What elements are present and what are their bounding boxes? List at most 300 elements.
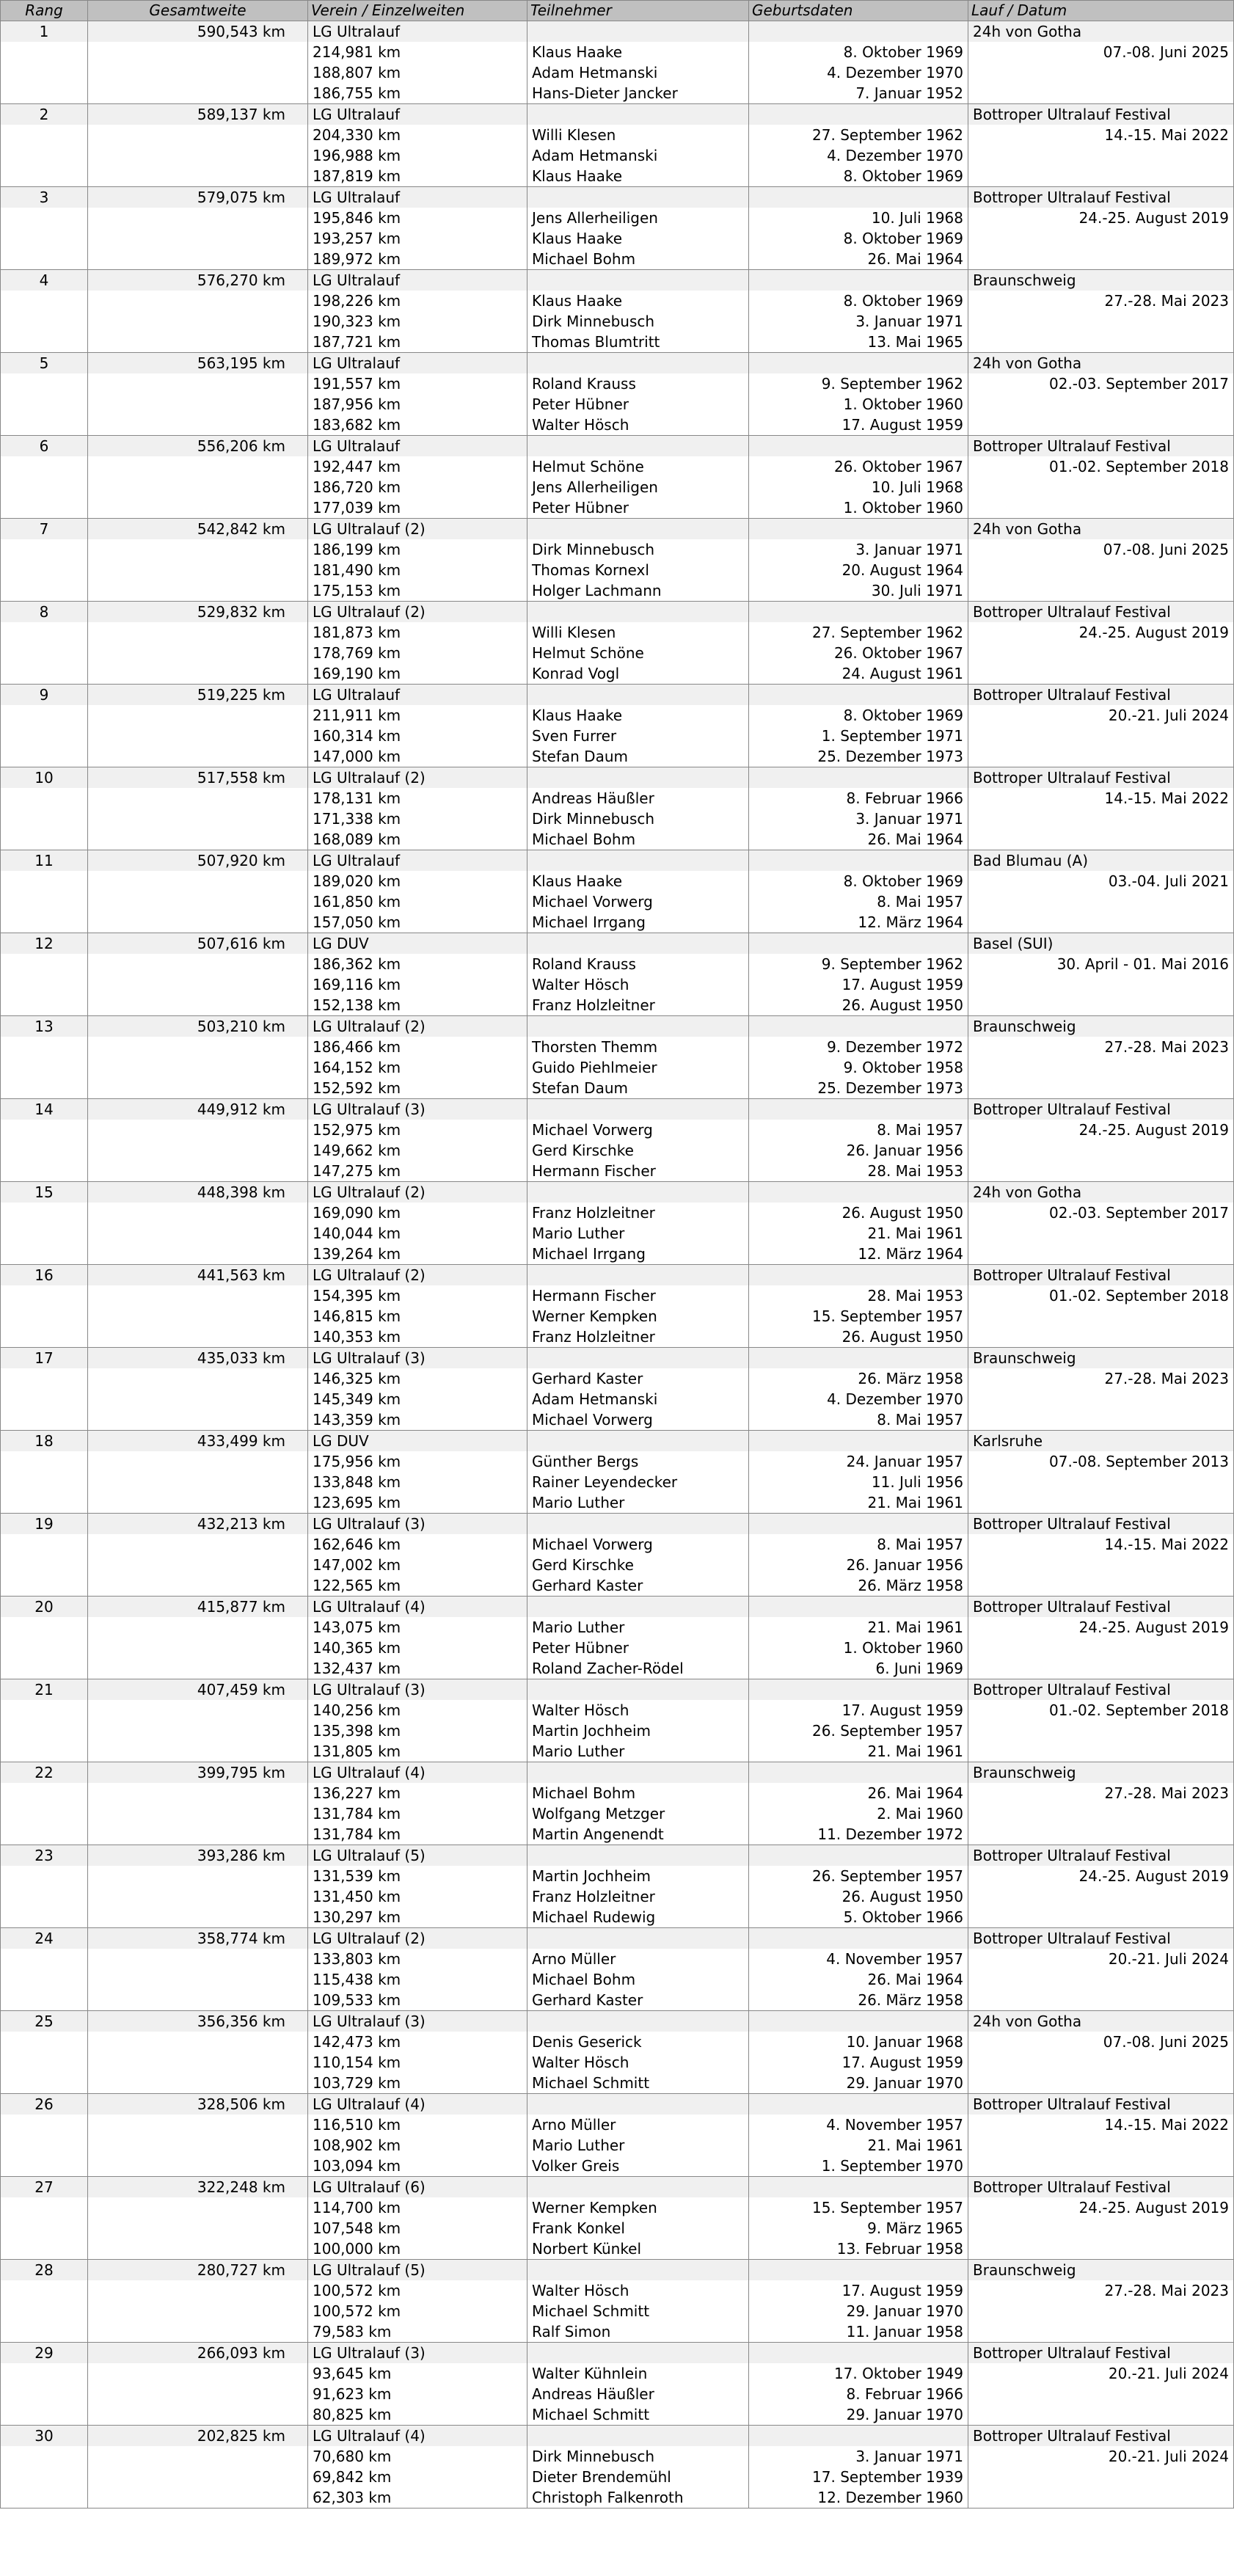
- member-name-cell: Holger Lachmann: [527, 580, 749, 602]
- team-row: [1, 933, 1234, 955]
- member-birthdate-cell: 13. Februar 1958: [749, 2239, 968, 2260]
- total-distance-cell: 503,210 km: [88, 1016, 308, 1037]
- event-name-cell: 24h von Gotha: [968, 21, 1234, 43]
- rank-cell: 11: [1, 850, 88, 872]
- member-row: [1, 1658, 1234, 1679]
- empty-cell: [88, 2280, 308, 2301]
- team-row: [1, 2177, 1234, 2198]
- member-birthdate-cell: 1. Oktober 1960: [749, 497, 968, 519]
- member-birthdate-cell: 21. Mai 1961: [749, 1492, 968, 1514]
- member-row: [1, 995, 1234, 1016]
- member-distance-cell: 109,533 km: [308, 1990, 527, 2011]
- team-row: [1, 767, 1234, 789]
- empty-cell: [88, 477, 308, 497]
- empty-cell: [1, 83, 88, 104]
- member-name-cell: Jens Allerheiligen: [527, 477, 749, 497]
- member-birthdate-cell: 17. Oktober 1949: [749, 2363, 968, 2384]
- empty-cell: [968, 1409, 1234, 1431]
- empty-cell: [88, 829, 308, 850]
- empty-cell: [1, 1285, 88, 1306]
- member-name-cell: Klaus Haake: [527, 228, 749, 249]
- event-name-cell: Bottroper Ultralauf Festival: [968, 436, 1234, 457]
- team-name-cell: LG Ultralauf (2): [308, 602, 527, 623]
- empty-cell: [968, 891, 1234, 912]
- member-distance-cell: 62,303 km: [308, 2487, 527, 2509]
- empty-cell: [1, 1409, 88, 1431]
- empty-cell: [1, 1223, 88, 1244]
- empty-cell: [1, 622, 88, 643]
- empty-cell: [1, 1638, 88, 1658]
- event-date-cell: 20.-21. Juli 2024: [968, 705, 1234, 726]
- member-name-cell: Mario Luther: [527, 2135, 749, 2156]
- member-birthdate-cell: 8. Mai 1957: [749, 891, 968, 912]
- empty-cell: [527, 2011, 749, 2032]
- member-distance-cell: 187,956 km: [308, 394, 527, 415]
- empty-cell: [88, 1700, 308, 1721]
- member-row: [1, 1555, 1234, 1575]
- empty-cell: [749, 1182, 968, 1203]
- member-name-cell: Arno Müller: [527, 2115, 749, 2135]
- empty-cell: [1, 1575, 88, 1597]
- member-name-cell: Michael Bohm: [527, 249, 749, 270]
- member-row: [1, 1741, 1234, 1762]
- member-distance-cell: 175,956 km: [308, 1451, 527, 1472]
- member-name-cell: Gerhard Kaster: [527, 1368, 749, 1389]
- member-name-cell: Klaus Haake: [527, 291, 749, 311]
- event-name-cell: Bottroper Ultralauf Festival: [968, 1928, 1234, 1949]
- member-birthdate-cell: 26. August 1950: [749, 1886, 968, 1907]
- member-row: [1, 1244, 1234, 1265]
- empty-cell: [1, 1057, 88, 1078]
- empty-cell: [968, 809, 1234, 829]
- member-name-cell: Michael Bohm: [527, 1969, 749, 1990]
- member-birthdate-cell: 26. August 1950: [749, 1327, 968, 1348]
- member-birthdate-cell: 26. Oktober 1967: [749, 456, 968, 477]
- empty-cell: [1, 497, 88, 519]
- member-name-cell: Walter Hösch: [527, 2052, 749, 2073]
- empty-cell: [1, 311, 88, 332]
- event-date-cell: 27.-28. Mai 2023: [968, 1037, 1234, 1057]
- member-name-cell: Gerhard Kaster: [527, 1990, 749, 2011]
- empty-cell: [88, 394, 308, 415]
- member-name-cell: Adam Hetmanski: [527, 62, 749, 83]
- member-row: [1, 705, 1234, 726]
- member-birthdate-cell: 9. September 1962: [749, 954, 968, 974]
- member-name-cell: Klaus Haake: [527, 166, 749, 187]
- empty-cell: [968, 1990, 1234, 2011]
- team-row: [1, 685, 1234, 706]
- event-name-cell: Bottroper Ultralauf Festival: [968, 1679, 1234, 1701]
- rank-cell: 4: [1, 270, 88, 291]
- empty-cell: [1, 1907, 88, 1928]
- empty-cell: [88, 1721, 308, 1741]
- empty-cell: [1, 1783, 88, 1803]
- empty-cell: [749, 104, 968, 125]
- empty-cell: [527, 1597, 749, 1618]
- empty-cell: [527, 21, 749, 43]
- member-row: [1, 1803, 1234, 1824]
- event-date-cell: 07.-08. September 2013: [968, 1451, 1234, 1472]
- empty-cell: [1, 1037, 88, 1057]
- member-row: [1, 1409, 1234, 1431]
- member-distance-cell: 140,044 km: [308, 1223, 527, 1244]
- total-distance-cell: 358,774 km: [88, 1928, 308, 1949]
- team-row: [1, 187, 1234, 208]
- empty-cell: [1, 995, 88, 1016]
- member-distance-cell: 149,662 km: [308, 1140, 527, 1161]
- event-date-cell: 20.-21. Juli 2024: [968, 1949, 1234, 1969]
- member-birthdate-cell: 26. September 1957: [749, 1721, 968, 1741]
- member-birthdate-cell: 21. Mai 1961: [749, 1223, 968, 1244]
- member-name-cell: Roland Zacher-Rödel: [527, 1658, 749, 1679]
- rank-cell: 15: [1, 1182, 88, 1203]
- empty-cell: [749, 850, 968, 872]
- empty-cell: [88, 871, 308, 891]
- member-distance-cell: 192,447 km: [308, 456, 527, 477]
- empty-cell: [1, 1306, 88, 1327]
- rank-cell: 21: [1, 1679, 88, 1701]
- team-name-cell: LG Ultralauf (2): [308, 1928, 527, 1949]
- empty-cell: [749, 2177, 968, 2198]
- member-distance-cell: 91,623 km: [308, 2384, 527, 2404]
- member-name-cell: Volker Greis: [527, 2156, 749, 2177]
- member-name-cell: Peter Hübner: [527, 394, 749, 415]
- member-distance-cell: 93,645 km: [308, 2363, 527, 2384]
- member-row: [1, 1223, 1234, 1244]
- member-row: [1, 1866, 1234, 1886]
- empty-cell: [1, 456, 88, 477]
- member-distance-cell: 162,646 km: [308, 1534, 527, 1555]
- member-name-cell: Gerd Kirschke: [527, 1555, 749, 1575]
- empty-cell: [88, 2115, 308, 2135]
- member-name-cell: Walter Hösch: [527, 415, 749, 436]
- empty-cell: [88, 912, 308, 933]
- empty-cell: [968, 415, 1234, 436]
- member-birthdate-cell: 1. September 1970: [749, 2156, 968, 2177]
- member-birthdate-cell: 17. August 1959: [749, 415, 968, 436]
- empty-cell: [749, 1845, 968, 1867]
- empty-cell: [1, 228, 88, 249]
- empty-cell: [88, 2363, 308, 2384]
- member-name-cell: Helmut Schöne: [527, 456, 749, 477]
- member-birthdate-cell: 1. September 1971: [749, 726, 968, 746]
- member-row: [1, 332, 1234, 353]
- rank-cell: 28: [1, 2260, 88, 2281]
- empty-cell: [88, 1285, 308, 1306]
- event-date-cell: 01.-02. September 2018: [968, 1700, 1234, 1721]
- member-distance-cell: 131,784 km: [308, 1824, 527, 1845]
- member-birthdate-cell: 26. September 1957: [749, 1866, 968, 1886]
- empty-cell: [1, 1451, 88, 1472]
- team-row: [1, 850, 1234, 872]
- empty-cell: [527, 1762, 749, 1784]
- team-name-cell: LG Ultralauf: [308, 436, 527, 457]
- member-row: [1, 1949, 1234, 1969]
- header-event: Lauf / Datum: [968, 1, 1234, 21]
- member-distance-cell: 183,682 km: [308, 415, 527, 436]
- empty-cell: [527, 270, 749, 291]
- member-row: [1, 249, 1234, 270]
- member-name-cell: Adam Hetmanski: [527, 145, 749, 166]
- member-birthdate-cell: 8. Februar 1966: [749, 788, 968, 809]
- empty-cell: [88, 1161, 308, 1182]
- empty-cell: [1, 125, 88, 145]
- member-row: [1, 2363, 1234, 2384]
- member-birthdate-cell: 17. August 1959: [749, 974, 968, 995]
- team-name-cell: LG Ultralauf (4): [308, 1597, 527, 1618]
- total-distance-cell: 266,093 km: [88, 2343, 308, 2364]
- empty-cell: [88, 1037, 308, 1057]
- member-distance-cell: 143,075 km: [308, 1617, 527, 1638]
- team-name-cell: LG Ultralauf (3): [308, 1348, 527, 1369]
- empty-cell: [1, 2073, 88, 2094]
- rank-cell: 14: [1, 1099, 88, 1120]
- member-row: [1, 2115, 1234, 2135]
- member-name-cell: Stefan Daum: [527, 746, 749, 767]
- member-distance-cell: 131,450 km: [308, 1886, 527, 1907]
- member-birthdate-cell: 4. Dezember 1970: [749, 145, 968, 166]
- member-row: [1, 1492, 1234, 1514]
- empty-cell: [968, 2321, 1234, 2343]
- member-birthdate-cell: 28. Mai 1953: [749, 1161, 968, 1182]
- member-row: [1, 1886, 1234, 1907]
- member-row: [1, 1120, 1234, 1140]
- member-distance-cell: 186,466 km: [308, 1037, 527, 1057]
- member-birthdate-cell: 9. September 1962: [749, 373, 968, 394]
- empty-cell: [88, 1244, 308, 1265]
- empty-cell: [88, 1223, 308, 1244]
- team-name-cell: LG Ultralauf (3): [308, 2343, 527, 2364]
- empty-cell: [527, 1679, 749, 1701]
- event-date-cell: 27.-28. Mai 2023: [968, 1368, 1234, 1389]
- rank-cell: 30: [1, 2426, 88, 2447]
- member-row: [1, 1575, 1234, 1597]
- member-name-cell: Sven Furrer: [527, 726, 749, 746]
- empty-cell: [1, 2487, 88, 2509]
- member-row: [1, 311, 1234, 332]
- empty-cell: [88, 1057, 308, 1078]
- empty-cell: [1, 373, 88, 394]
- empty-cell: [527, 1182, 749, 1203]
- member-row: [1, 1990, 1234, 2011]
- empty-cell: [968, 2052, 1234, 2073]
- total-distance-cell: 542,842 km: [88, 519, 308, 540]
- member-name-cell: Mario Luther: [527, 1223, 749, 1244]
- empty-cell: [88, 2239, 308, 2260]
- member-birthdate-cell: 7. Januar 1952: [749, 83, 968, 104]
- member-row: [1, 560, 1234, 580]
- total-distance-cell: 563,195 km: [88, 353, 308, 374]
- empty-cell: [88, 1078, 308, 1099]
- event-name-cell: Bottroper Ultralauf Festival: [968, 2094, 1234, 2115]
- member-row: [1, 580, 1234, 602]
- member-distance-cell: 195,846 km: [308, 208, 527, 228]
- event-date-cell: 24.-25. August 2019: [968, 1120, 1234, 1140]
- empty-cell: [88, 249, 308, 270]
- rank-cell: 5: [1, 353, 88, 374]
- team-row: [1, 1348, 1234, 1369]
- empty-cell: [88, 1327, 308, 1348]
- member-name-cell: Dirk Minnebusch: [527, 2446, 749, 2467]
- empty-cell: [88, 1824, 308, 1845]
- empty-cell: [749, 1762, 968, 1784]
- empty-cell: [88, 1472, 308, 1492]
- member-distance-cell: 204,330 km: [308, 125, 527, 145]
- empty-cell: [968, 166, 1234, 187]
- empty-cell: [527, 2426, 749, 2447]
- event-name-cell: Bad Blumau (A): [968, 850, 1234, 872]
- empty-cell: [88, 560, 308, 580]
- member-birthdate-cell: 9. Oktober 1958: [749, 1057, 968, 1078]
- member-distance-cell: 146,325 km: [308, 1368, 527, 1389]
- empty-cell: [88, 1866, 308, 1886]
- event-date-cell: 01.-02. September 2018: [968, 456, 1234, 477]
- member-distance-cell: 146,815 km: [308, 1306, 527, 1327]
- member-birthdate-cell: 21. Mai 1961: [749, 2135, 968, 2156]
- event-date-cell: 24.-25. August 2019: [968, 1866, 1234, 1886]
- member-birthdate-cell: 17. September 1939: [749, 2467, 968, 2487]
- team-row: [1, 519, 1234, 540]
- member-row: [1, 1285, 1234, 1306]
- member-row: [1, 788, 1234, 809]
- empty-cell: [968, 145, 1234, 166]
- member-distance-cell: 164,152 km: [308, 1057, 527, 1078]
- member-birthdate-cell: 1. Oktober 1960: [749, 1638, 968, 1658]
- empty-cell: [968, 1057, 1234, 1078]
- member-name-cell: Franz Holzleitner: [527, 1203, 749, 1223]
- empty-cell: [749, 1597, 968, 1618]
- table-body: [1, 21, 1234, 2509]
- member-name-cell: Michael Vorwerg: [527, 1534, 749, 1555]
- member-name-cell: Rainer Leyendecker: [527, 1472, 749, 1492]
- empty-cell: [1, 2446, 88, 2467]
- empty-cell: [968, 477, 1234, 497]
- empty-cell: [88, 2446, 308, 2467]
- empty-cell: [88, 1534, 308, 1555]
- team-name-cell: LG Ultralauf: [308, 187, 527, 208]
- empty-cell: [968, 1824, 1234, 1845]
- member-birthdate-cell: 12. März 1964: [749, 912, 968, 933]
- total-distance-cell: 393,286 km: [88, 1845, 308, 1867]
- member-distance-cell: 157,050 km: [308, 912, 527, 933]
- empty-cell: [88, 1907, 308, 1928]
- empty-cell: [1, 477, 88, 497]
- member-birthdate-cell: 17. August 1959: [749, 2280, 968, 2301]
- empty-cell: [968, 2404, 1234, 2426]
- empty-cell: [968, 1886, 1234, 1907]
- member-distance-cell: 187,819 km: [308, 166, 527, 187]
- member-name-cell: Michael Bohm: [527, 829, 749, 850]
- empty-cell: [1, 1990, 88, 2011]
- team-name-cell: LG Ultralauf (2): [308, 519, 527, 540]
- empty-cell: [749, 1016, 968, 1037]
- member-birthdate-cell: 10. Juli 1968: [749, 477, 968, 497]
- rank-cell: 10: [1, 767, 88, 789]
- member-distance-cell: 108,902 km: [308, 2135, 527, 2156]
- total-distance-cell: 399,795 km: [88, 1762, 308, 1784]
- event-date-cell: 02.-03. September 2017: [968, 373, 1234, 394]
- team-row: [1, 21, 1234, 43]
- empty-cell: [1, 1741, 88, 1762]
- member-birthdate-cell: 9. Dezember 1972: [749, 1037, 968, 1057]
- empty-cell: [968, 726, 1234, 746]
- member-name-cell: Franz Holzleitner: [527, 995, 749, 1016]
- member-row: [1, 2032, 1234, 2052]
- empty-cell: [88, 1451, 308, 1472]
- empty-cell: [749, 2343, 968, 2364]
- rank-cell: 6: [1, 436, 88, 457]
- member-distance-cell: 152,592 km: [308, 1078, 527, 1099]
- member-row: [1, 1327, 1234, 1348]
- rank-cell: 24: [1, 1928, 88, 1949]
- member-name-cell: Guido Piehlmeier: [527, 1057, 749, 1078]
- empty-cell: [88, 995, 308, 1016]
- member-birthdate-cell: 13. Mai 1965: [749, 332, 968, 353]
- member-birthdate-cell: 29. Januar 1970: [749, 2301, 968, 2321]
- empty-cell: [88, 1555, 308, 1575]
- member-row: [1, 622, 1234, 643]
- team-row: [1, 1679, 1234, 1701]
- empty-cell: [749, 1514, 968, 1535]
- empty-cell: [1, 42, 88, 62]
- member-distance-cell: 147,000 km: [308, 746, 527, 767]
- total-distance-cell: 556,206 km: [88, 436, 308, 457]
- empty-cell: [968, 2073, 1234, 2094]
- team-name-cell: LG Ultralauf: [308, 353, 527, 374]
- member-birthdate-cell: 8. Oktober 1969: [749, 871, 968, 891]
- empty-cell: [1, 560, 88, 580]
- member-distance-cell: 115,438 km: [308, 1969, 527, 1990]
- member-name-cell: Günther Bergs: [527, 1451, 749, 1472]
- team-name-cell: LG Ultralauf: [308, 850, 527, 872]
- member-row: [1, 974, 1234, 995]
- empty-cell: [88, 1886, 308, 1907]
- team-name-cell: LG Ultralauf: [308, 270, 527, 291]
- member-birthdate-cell: 21. Mai 1961: [749, 1741, 968, 1762]
- empty-cell: [749, 1099, 968, 1120]
- member-name-cell: Hermann Fischer: [527, 1285, 749, 1306]
- empty-cell: [968, 1638, 1234, 1658]
- member-birthdate-cell: 26. März 1958: [749, 1368, 968, 1389]
- empty-cell: [1, 1120, 88, 1140]
- event-name-cell: Braunschweig: [968, 1762, 1234, 1784]
- member-name-cell: Dirk Minnebusch: [527, 809, 749, 829]
- empty-cell: [1, 746, 88, 767]
- team-name-cell: LG DUV: [308, 933, 527, 955]
- member-birthdate-cell: 26. Mai 1964: [749, 829, 968, 850]
- empty-cell: [1, 1803, 88, 1824]
- empty-cell: [1, 1824, 88, 1845]
- member-name-cell: Franz Holzleitner: [527, 1327, 749, 1348]
- empty-cell: [1, 1866, 88, 1886]
- total-distance-cell: 432,213 km: [88, 1514, 308, 1535]
- member-row: [1, 2487, 1234, 2509]
- member-name-cell: Klaus Haake: [527, 705, 749, 726]
- member-distance-cell: 191,557 km: [308, 373, 527, 394]
- empty-cell: [1, 2363, 88, 2384]
- member-distance-cell: 69,842 km: [308, 2467, 527, 2487]
- member-birthdate-cell: 8. Mai 1957: [749, 1120, 968, 1140]
- rank-cell: 25: [1, 2011, 88, 2032]
- total-distance-cell: 517,558 km: [88, 767, 308, 789]
- member-birthdate-cell: 3. Januar 1971: [749, 311, 968, 332]
- member-distance-cell: 168,089 km: [308, 829, 527, 850]
- member-name-cell: Denis Geserick: [527, 2032, 749, 2052]
- empty-cell: [527, 436, 749, 457]
- empty-cell: [88, 663, 308, 685]
- empty-cell: [968, 912, 1234, 933]
- member-distance-cell: 70,680 km: [308, 2446, 527, 2467]
